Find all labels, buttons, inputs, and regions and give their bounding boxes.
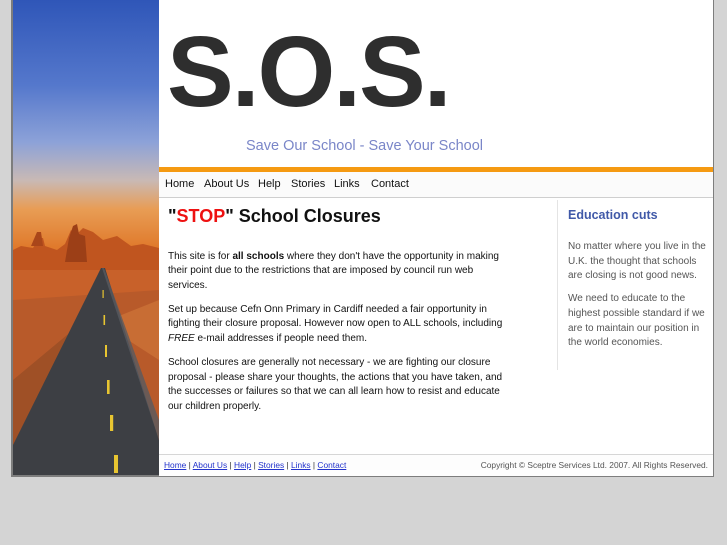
top-navigation (159, 172, 713, 198)
main-column (168, 206, 508, 415)
desert-road-image (13, 0, 159, 475)
sidebar-paragraph-2: We need to educate to the highest possible standard if we are to maintain our position in the world economies. (568, 293, 705, 349)
intro-text-start: This site is for (168, 250, 233, 262)
heading-quote: " (168, 206, 177, 226)
heading-rest: " School Closures (225, 206, 381, 226)
nav-about-us[interactable]: About Us (204, 178, 250, 190)
footer-separator: | (186, 460, 193, 470)
sidebar-paragraph-1: No matter where you live in the U.K. the thought that schools are closing is not good news. (568, 241, 706, 282)
footer (159, 454, 713, 476)
heading-stop-word: STOP (176, 206, 226, 226)
sidebar-heading: Education cuts (568, 208, 658, 222)
footer-link-home[interactable]: Home (164, 460, 187, 470)
footer-links (164, 460, 346, 470)
desert-road-illustration (13, 0, 159, 475)
sidebar (568, 208, 708, 351)
background-italic-text: FREE (168, 333, 195, 345)
intro-text-end: where they don't have the opportunity in making their point due to the restrictions that are imposed by council run web services. (168, 250, 499, 291)
footer-link-links[interactable]: Links (291, 460, 311, 470)
footer-separator: | (284, 460, 292, 470)
nav-home[interactable]: Home (165, 178, 195, 190)
site-tagline: Save Our School - Save Your School (246, 138, 483, 154)
footer-link-stories[interactable]: Stories (258, 460, 285, 470)
footer-separator: | (310, 460, 318, 470)
background-text-end: e-mail addresses if people need them. (194, 333, 367, 345)
footer-link-about-us[interactable]: About Us (192, 460, 228, 470)
nav-contact[interactable]: Contact (371, 178, 409, 190)
main-heading (168, 206, 508, 228)
intro-paragraph (168, 250, 508, 294)
footer-separator: | (227, 460, 235, 470)
nav-stories[interactable]: Stories (291, 178, 326, 190)
background-text-start: Set up because Cefn Onn Primary in Cardiff needed a fair opportunity in fighting their closure proposal. However now open to ALL schools, including (168, 303, 503, 330)
footer-link-help[interactable]: Help (234, 460, 252, 470)
call-to-action-paragraph: School closures are generally not necessary - we are fighting our closure proposal - please share your thoughts, the actions that you have taken, and the successes or failures so that we can all learn how to resist and educate our children properly. (168, 356, 503, 412)
intro-bold-text: all schools (232, 250, 285, 262)
sidebar-divider (557, 200, 558, 370)
copyright-notice: Copyright © Sceptre Services Ltd. 2007. All Rights Reserved. (480, 460, 708, 470)
site-logo: S.O.S. (167, 16, 450, 128)
nav-links[interactable]: Links (334, 178, 360, 190)
footer-link-contact[interactable]: Contact (317, 460, 347, 470)
nav-help[interactable]: Help (258, 178, 281, 190)
footer-separator: | (251, 460, 259, 470)
content-area (159, 0, 713, 475)
background-paragraph (168, 303, 508, 347)
